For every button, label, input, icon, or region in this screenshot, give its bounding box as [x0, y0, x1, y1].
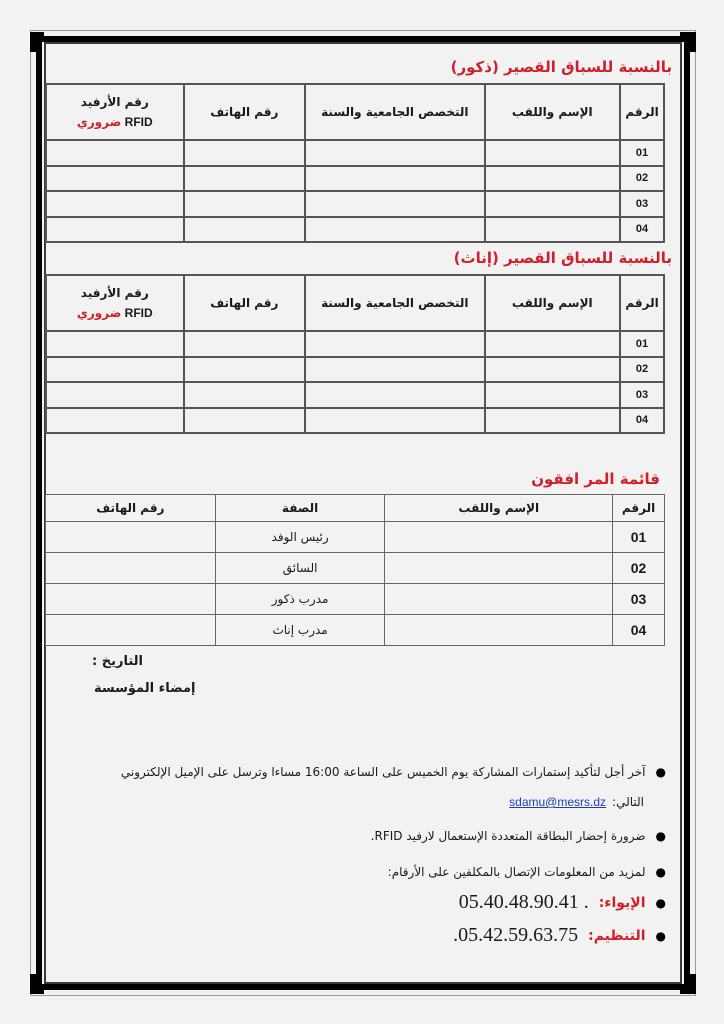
header-number: الرقم — [620, 84, 664, 140]
header-role: الصفة — [215, 495, 385, 522]
cell-phone[interactable] — [184, 140, 306, 166]
cell-number: 03 — [620, 382, 664, 408]
cell-role: مدرب إناث — [215, 615, 385, 646]
cell-specialty[interactable] — [305, 140, 484, 166]
section-title-companions: قائمة المر افقون — [531, 470, 660, 488]
cell-rfid[interactable] — [46, 382, 184, 408]
cell-number: 03 — [613, 584, 665, 615]
cell-phone[interactable] — [184, 166, 306, 192]
header-name: الإسم واللقب — [385, 495, 613, 522]
cell-name[interactable] — [385, 615, 613, 646]
bullet-icon: ● — [655, 895, 666, 910]
bullet-icon: ● — [655, 829, 666, 843]
table-row — [46, 331, 664, 357]
contact-organization — [453, 924, 666, 947]
cell-role: مدرب ذكور — [215, 584, 385, 615]
cell-specialty[interactable] — [305, 331, 484, 357]
table-header-row — [46, 275, 664, 331]
cell-name[interactable] — [485, 408, 621, 434]
rfid-required-label: ضروري — [76, 306, 122, 320]
table-row — [46, 615, 665, 646]
cell-phone[interactable] — [46, 553, 216, 584]
table-row — [46, 553, 665, 584]
cell-name[interactable] — [485, 382, 621, 408]
cell-phone[interactable] — [46, 615, 216, 646]
contact-housing — [459, 891, 666, 914]
table-row — [46, 191, 664, 217]
cell-number: 01 — [620, 331, 664, 357]
cell-phone[interactable] — [46, 522, 216, 553]
cell-phone[interactable] — [46, 584, 216, 615]
cell-rfid[interactable] — [46, 217, 184, 243]
rfid-label: RFID — [124, 115, 153, 129]
cell-rfid[interactable] — [46, 191, 184, 217]
cell-rfid[interactable] — [46, 408, 184, 434]
institution-signature-label: إمضاء المؤسسة — [94, 681, 196, 696]
bullet-icon: ● — [655, 865, 666, 879]
cell-name[interactable] — [485, 191, 621, 217]
companions-table — [45, 494, 665, 646]
header-rfid-line2 — [47, 306, 183, 320]
cell-phone[interactable] — [184, 191, 306, 217]
contact-housing-label: الإيواء: — [598, 894, 646, 911]
note-email — [509, 795, 644, 809]
cell-number: 04 — [620, 217, 664, 243]
table-row — [46, 217, 664, 243]
cell-name[interactable] — [385, 553, 613, 584]
note-rfid-card-text: ضرورة إحضار البطاقة المتعددة الإستعمال لارفيد RFID. — [370, 829, 646, 843]
contact-organization-number: .05.42.59.63.75 — [453, 924, 579, 946]
cell-rfid[interactable] — [46, 357, 184, 383]
header-phone: رقم الهاتف — [46, 495, 216, 522]
cell-name[interactable] — [485, 140, 621, 166]
frame-corner-notch — [690, 32, 696, 52]
contact-housing-number: 05.40.48.90.41 . — [458, 891, 589, 913]
header-specialty: التخصص الجامعية والسنة — [305, 275, 484, 331]
cell-role: السائق — [215, 553, 385, 584]
frame-corner-notch — [30, 974, 36, 994]
rfid-label: RFID — [124, 306, 153, 320]
cell-number: 01 — [620, 140, 664, 166]
table-row — [46, 584, 665, 615]
cell-name[interactable] — [485, 166, 621, 192]
cell-number: 02 — [620, 357, 664, 383]
date-label: التاريخ : — [92, 654, 143, 669]
cell-specialty[interactable] — [305, 166, 484, 192]
cell-number: 02 — [620, 166, 664, 192]
contact-organization-label: التنظيم: — [588, 927, 646, 944]
table-row — [46, 166, 664, 192]
header-rfid-line1: رقم الأرفيد — [80, 95, 149, 109]
email-prefix: التالي: — [612, 795, 644, 809]
header-phone: رقم الهاتف — [184, 275, 306, 331]
table-row — [46, 382, 664, 408]
table-header-row — [46, 495, 665, 522]
header-name: الإسم واللقب — [485, 84, 621, 140]
cell-number: 01 — [613, 522, 665, 553]
table-row — [46, 140, 664, 166]
header-specialty: التخصص الجامعية والسنة — [305, 84, 484, 140]
cell-phone[interactable] — [184, 331, 306, 357]
cell-specialty[interactable] — [305, 357, 484, 383]
cell-role: رئيس الوفد — [215, 522, 385, 553]
note-deadline — [121, 765, 666, 779]
header-rfid — [46, 84, 184, 140]
frame-corner-notch — [690, 974, 696, 994]
cell-name[interactable] — [485, 331, 621, 357]
frame-corner-notch — [30, 32, 36, 52]
table-header-row — [46, 84, 664, 140]
table-row — [46, 408, 664, 434]
cell-number: 04 — [613, 615, 665, 646]
table-row — [46, 357, 664, 383]
cell-name[interactable] — [485, 357, 621, 383]
cell-name[interactable] — [385, 522, 613, 553]
note-rfid-card — [371, 829, 666, 843]
header-rfid — [46, 275, 184, 331]
bullet-icon: ● — [655, 765, 666, 779]
cell-specialty[interactable] — [305, 408, 484, 434]
cell-phone[interactable] — [184, 408, 306, 434]
cell-phone[interactable] — [184, 382, 306, 408]
header-rfid-line1: رقم الأرفيد — [80, 286, 149, 300]
cell-specialty[interactable] — [305, 191, 484, 217]
email-link[interactable]: sdamu@mesrs.dz — [509, 795, 607, 809]
cell-specialty[interactable] — [305, 382, 484, 408]
rfid-required-label: ضروري — [76, 115, 122, 129]
section-title-male: بالنسبة للسباق القصير (ذكور) — [450, 58, 672, 76]
cell-name[interactable] — [485, 217, 621, 243]
header-number: الرقم — [620, 275, 664, 331]
cell-rfid[interactable] — [46, 166, 184, 192]
cell-phone[interactable] — [184, 357, 306, 383]
cell-rfid[interactable] — [46, 140, 184, 166]
note-contact-text: لمزيد من المعلومات الإتصال بالمكلفين على الأرقام: — [387, 865, 646, 879]
header-number: الرقم — [613, 495, 665, 522]
header-name: الإسم واللقب — [485, 275, 621, 331]
note-contact — [388, 865, 666, 879]
cell-phone[interactable] — [184, 217, 306, 243]
header-phone: رقم الهاتف — [184, 84, 306, 140]
header-rfid-line2 — [47, 115, 183, 129]
registration-table-male — [45, 83, 665, 243]
cell-specialty[interactable] — [305, 217, 484, 243]
bullet-icon: ● — [655, 928, 666, 943]
cell-number: 04 — [620, 408, 664, 434]
cell-number: 02 — [613, 553, 665, 584]
cell-rfid[interactable] — [46, 331, 184, 357]
cell-number: 03 — [620, 191, 664, 217]
cell-name[interactable] — [385, 584, 613, 615]
section-title-female: بالنسبة للسباق القصير (إناث) — [453, 249, 672, 267]
registration-table-female — [45, 274, 665, 434]
note-deadline-text: آخر أجل لتأكيد إستمارات المشاركة يوم الخميس على الساعة 16:00 مساءا وترسل على الإميل الإلكتروني — [120, 765, 646, 779]
table-row — [46, 522, 665, 553]
